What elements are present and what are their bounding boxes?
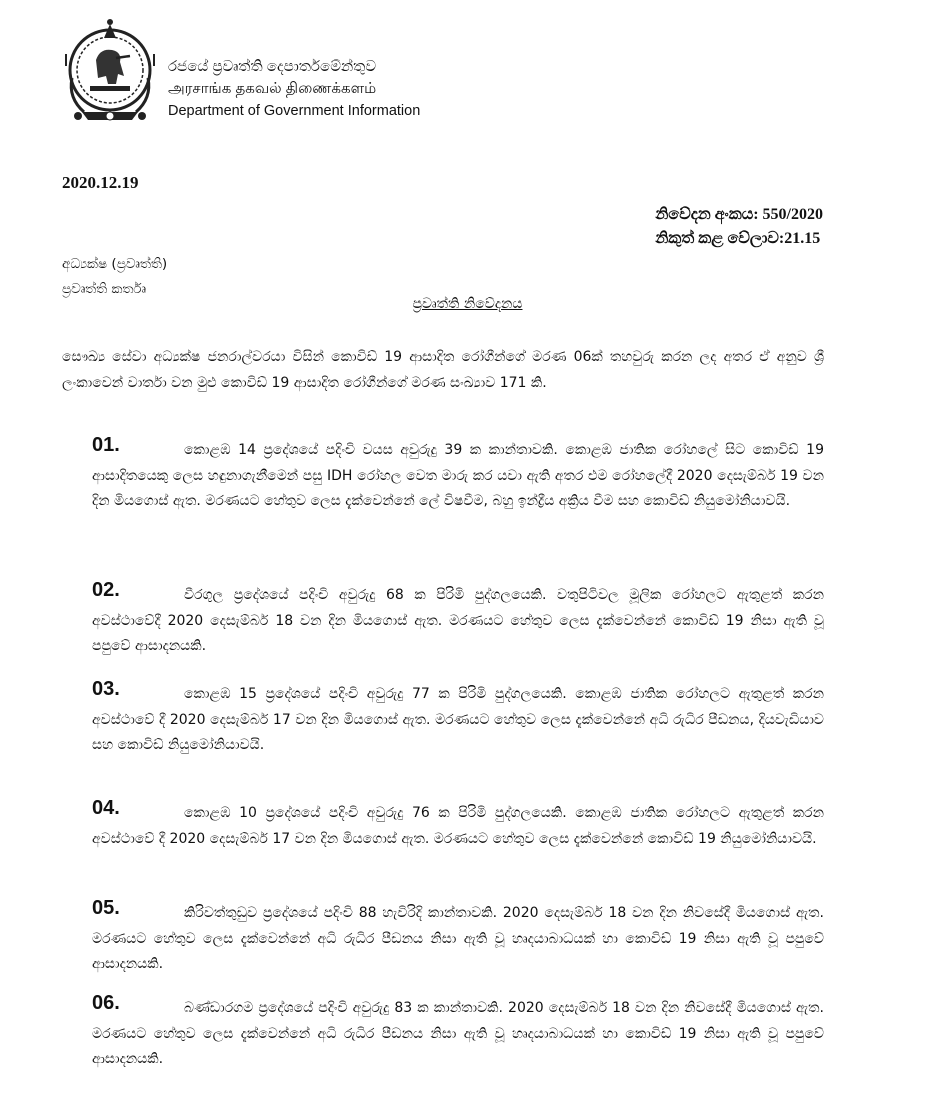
item-text: කොළඹ 14 ප්‍රදේශයේ පදිංචි වයස අවුරුදු 39 ක කාන්තාවකි. කොළඹ ජාතික රෝහලේ සිට කොවිඩ් 19 ආසාදිතයෙකු ලෙස හඳුනාගැනීමෙන් පසු IDH රෝහල වෙත මාරු කර යවා ඇති අතර එම රෝහලේදී 2020 දෙසැම්බර් 19 වන දින මියගොස් ඇත. මරණයට හේතුව ලෙස දැක්වෙන්නේ ලේ විෂවීම, බහු ඉන්ද්‍රීය අක්‍රිය වීම සහ කොවිඩ් නියුමෝනියාවයි.: [92, 442, 824, 509]
release-number: නිවේදන අංකය: 550/2020: [655, 206, 823, 223]
item-text: බණ්ඩාරගම ප්‍රදේශයේ පදිංචි අවුරුදු 83 ක කාන්තාවකි. 2020 දෙසැම්බර් 18 වන දින නිවසේදී මියගොස් ඇත. මරණයට හේතුව ලෙස දැක්වෙන්නේ අධි රුධිර පීඩනය නිසා ඇති වූ හෘදයාබාධයක් හා කොවිඩ් 19 නිසා ඇති වූ පපුවේ ආසාදනයකි.: [92, 1000, 824, 1067]
item-number: 05.: [92, 897, 120, 919]
state-emblem-icon: [60, 18, 160, 128]
item-number: 01.: [92, 434, 120, 456]
release-info: [655, 203, 823, 251]
item-text: කොළඹ 10 ප්‍රදේශයේ පදිංචි අවුරුදු 76 ක පිරිමි පුද්ගලයෙකි. කොළඹ ජාතික රෝහලට ඇතුළත් කරන අවස්ථාවේ දී 2020 දෙසැම්බර් 17 වන දින මියගොස් ඇත. මරණයට හේතුව ලෙස දැක්වෙන්නේ කොවිඩ් 19 නියුමෝනියාවයි.: [92, 805, 824, 847]
letterhead: [60, 18, 480, 133]
item-text: කිරිවත්තුඩුව ප්‍රදේශයේ පදිංචි 88 හැවිරිදි කාන්තාවකි. 2020 දෙසැම්බර් 18 වන දින නිවසේදී මියගොස් ඇත. මරණයට හේතුව ලෙස දැක්වෙන්නේ අධි රුධිර පීඩනය නිසා ඇති වූ හෘදයාබාධයක් හා කොවිඩ් 19 නිසා ඇති වූ පපුවේ ආසාදනයකි.: [92, 905, 824, 972]
list-item: [92, 797, 824, 852]
intro-paragraph: සෞඛ්‍ය සේවා අධ්‍යක්ෂ ජනරාල්වරයා විසින් කොවිඩ් 19 ආසාදිත රෝගීන්ගේ මරණ 06ක් තහවුරු කරන ලද අතර ඒ අනුව ශ්‍රී ලංකාවෙන් වාර්තා වන මුළු කොවිඩ් 19 ආසාදිත රෝගීන්ගේ මරණ සංඛ්‍යාව 171 කි.: [62, 349, 824, 391]
list-item: [92, 434, 824, 515]
document-heading: ප්‍රවෘත්ති නිවේදනය: [412, 296, 523, 312]
item-number: 04.: [92, 797, 120, 819]
department-name-tamil: அரசாங்க தகவல் திணைக்களம்: [168, 80, 377, 97]
list-item: [92, 579, 824, 660]
list-item: [92, 678, 824, 759]
department-name: [168, 56, 420, 122]
release-time: නිකුත් කළ වේලාව:21.15: [655, 230, 821, 247]
item-number: 03.: [92, 678, 120, 700]
addressee: [62, 252, 167, 302]
list-item: [92, 992, 824, 1073]
department-name-english: Department of Government Information: [168, 103, 421, 119]
list-item: [92, 897, 824, 978]
item-text: කොළඹ 15 ප්‍රදේශයේ පදිංචි අවුරුදු 77 ක පිරිමි පුද්ගලයෙකි. කොළඹ ජාතික රෝහලට ඇතුළත් කරන අවස්ථාවේ දී 2020 දෙසැම්බර් 17 වන දින මියගොස් ඇත. මරණයට හේතුව ලෙස දැක්වෙන්නේ අධි රුධිර පීඩනය, දියවැඩියාව සහ කොවිඩ් නියුමෝනියාවයි.: [92, 686, 824, 753]
department-name-sinhala: රජයේ ප්‍රවෘත්ති දෙපාර්තමේන්තුව: [168, 58, 377, 75]
addressee-line: ප්‍රවෘත්ති කර්තෘ: [62, 281, 147, 297]
release-date: 2020.12.19: [62, 173, 139, 192]
item-number: 02.: [92, 579, 120, 601]
item-number: 06.: [92, 992, 120, 1014]
addressee-line: අධ්‍යක්ෂ (ප්‍රවෘත්ති): [62, 256, 168, 272]
item-text: වීරගුල ප්‍රදේශයේ පදිංචි අවුරුදු 68 ක පිරිමි පුද්ගලයෙකි. වතුපිටිවල මූලික රෝහලට ඇතුළත් කරන අවස්ථාවේදී 2020 දෙසැම්බර් 18 වන දින මියගොස් ඇත. මරණයට හේතුව ලෙස දැක්වෙන්නේ කොවිඩ් 19 නිසා ඇති වූ පපුවේ ආසාදනයකි.: [92, 587, 824, 654]
